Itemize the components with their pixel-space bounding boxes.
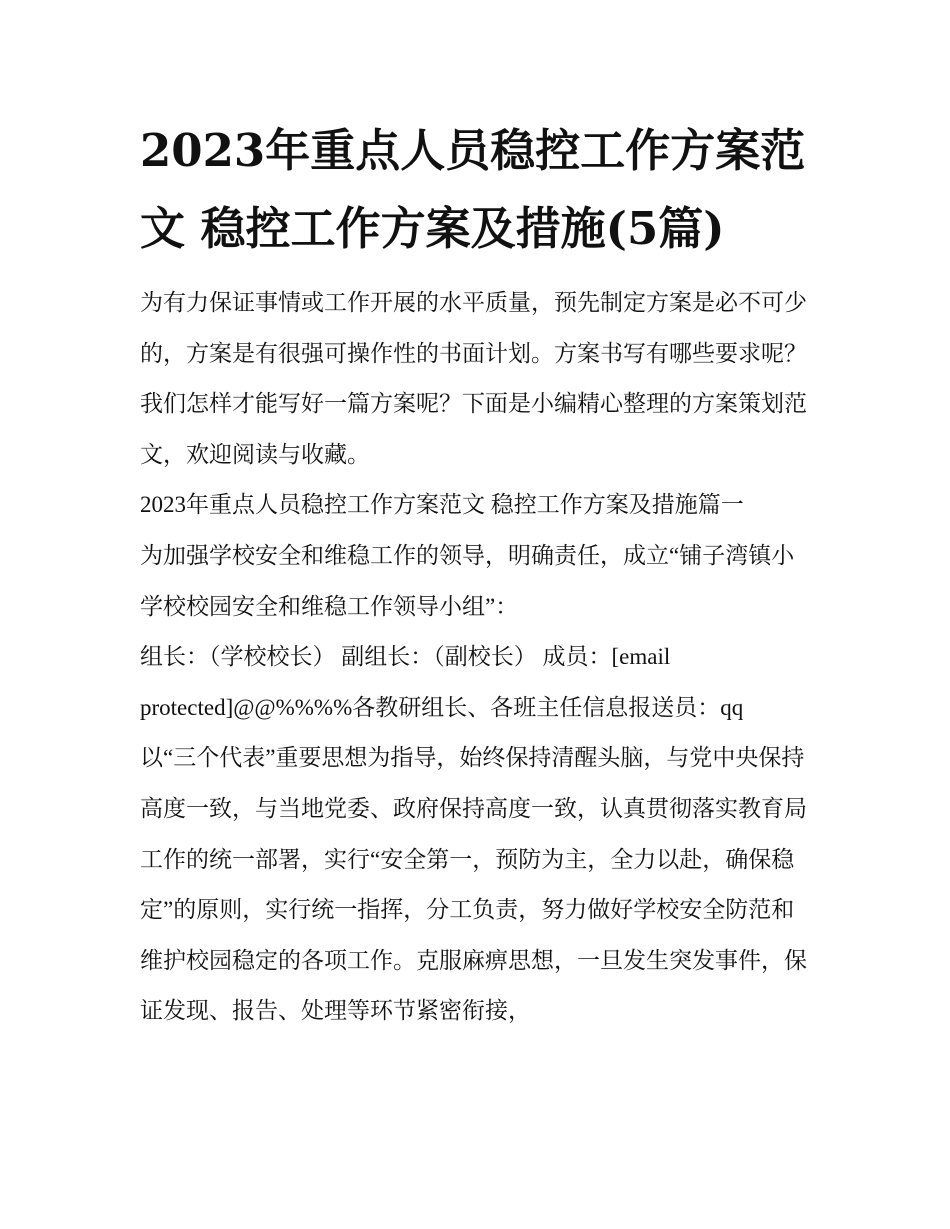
document-content xyxy=(140,112,816,1037)
section-heading: 2023年重点人员稳控工作方案范文 稳控工作方案及措施篇一 xyxy=(140,492,744,518)
body-paragraph: 以“三个代表”重要思想为指导，始终保持清醒头脑，与党中央保持高度一致，与当地党委、政府保持高度一致，认真贯彻落实教育局工作的统一部署，实行“安全第一，预防为主，全力以赴，确保稳定”的原则，实行统一指挥，分工负责，努力做好学校安全防范和维护校园稳定的各项工作。克服麻痹思想，一旦发生突发事件，保证发现、报告、处理等环节紧密衔接， xyxy=(140,745,807,1024)
body-paragraph: 为加强学校安全和维稳工作的领导，明确责任，成立“铺子湾镇小学校校园安全和维稳工作领导小组”： xyxy=(140,542,795,619)
document-body xyxy=(140,278,816,1037)
intro-paragraph: 为有力保证事情或工作开展的水平质量，预先制定方案是必不可少的，方案是有很强可操作性的书面计划。方案书写有哪些要求呢？我们怎样才能写好一篇方案呢？下面是小编精心整理的方案策划范文，欢迎阅读与收藏。 xyxy=(140,290,807,467)
members-paragraph: 组长：（学校校长） 副组长：（副校长） 成员：[email protected]@@%%%%各教研组长、各班主任信息报送员：qq xyxy=(140,644,744,720)
document-title: 2023年重点人员稳控工作方案范文 稳控工作方案及措施(5篇) xyxy=(140,124,806,255)
